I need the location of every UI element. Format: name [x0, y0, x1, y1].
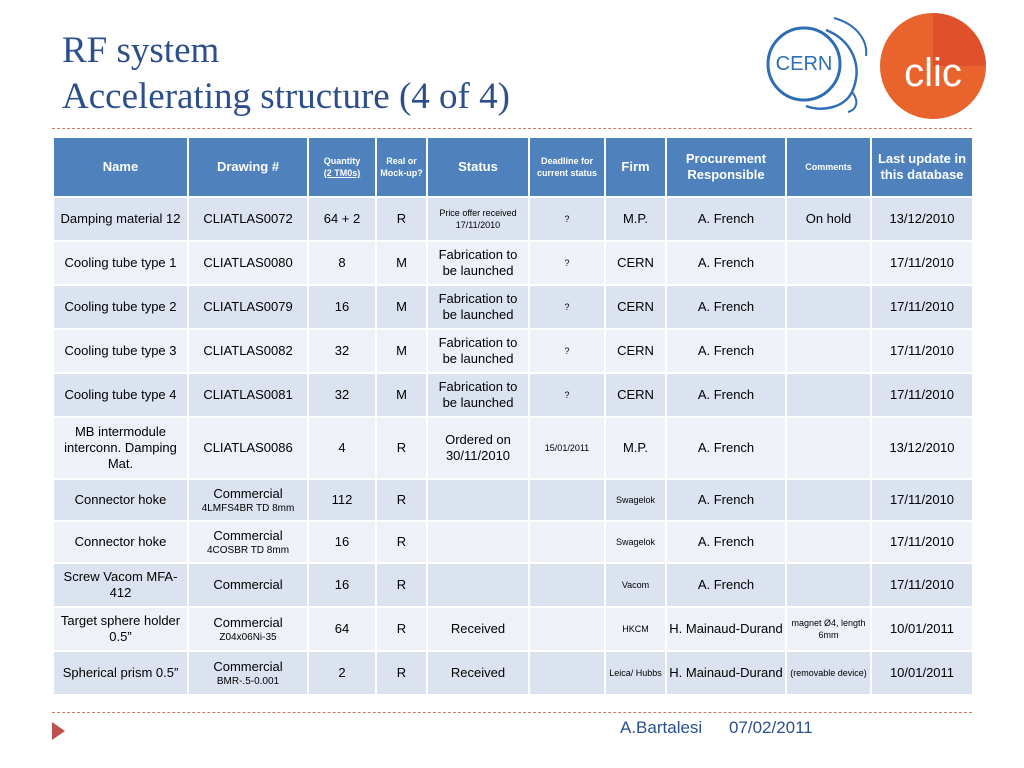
cell-real-or-mockup: R [376, 521, 427, 563]
slide-title [62, 28, 510, 120]
cell-quantity: 16 [308, 521, 376, 563]
cell-comments [786, 521, 871, 563]
cell-last-update: 10/01/2011 [871, 651, 973, 695]
cell-last-update: 17/11/2010 [871, 479, 973, 521]
header-procurement: Procurement Responsible [666, 137, 786, 197]
cell-firm: Swagelok [605, 479, 666, 521]
cell-comments: magnet Ø4, length 6mm [786, 607, 871, 651]
table-row [53, 563, 973, 607]
cell-quantity: 8 [308, 241, 376, 285]
table-row [53, 417, 973, 479]
cell-real-or-mockup: R [376, 197, 427, 241]
cell-drawing: CLIATLAS0080 [188, 241, 308, 285]
cell-firm: CERN [605, 329, 666, 373]
cell-deadline [529, 521, 605, 563]
cell-quantity: 64 + 2 [308, 197, 376, 241]
cell-drawing [188, 651, 308, 695]
header-name: Name [53, 137, 188, 197]
cell-procurement: H. Mainaud-Durand [666, 607, 786, 651]
cell-name: Connector hoke [53, 521, 188, 563]
cell-comments [786, 417, 871, 479]
table-row [53, 241, 973, 285]
cell-deadline: ? [529, 329, 605, 373]
cell-name: MB intermodule interconn. Damping Mat. [53, 417, 188, 479]
cell-drawing-main: Commercial [213, 485, 283, 501]
header-quantity [308, 137, 376, 197]
cell-procurement: A. French [666, 417, 786, 479]
cell-comments [786, 563, 871, 607]
cell-firm: Swagelok [605, 521, 666, 563]
cell-real-or-mockup: R [376, 607, 427, 651]
cern-logo-text: CERN [775, 53, 833, 75]
cell-quantity: 2 [308, 651, 376, 695]
footer-date: 07/02/2011 [728, 718, 813, 737]
title-line-2: Accelerating structure (4 of 4) [62, 76, 510, 117]
cell-deadline: ? [529, 197, 605, 241]
cell-drawing-main: Commercial [213, 658, 283, 674]
cell-procurement: A. French [666, 197, 786, 241]
cell-drawing [188, 521, 308, 563]
cell-quantity: 64 [308, 607, 376, 651]
cell-deadline [529, 563, 605, 607]
cell-last-update: 17/11/2010 [871, 285, 973, 329]
footer-author: A.Bartalesi [620, 718, 703, 737]
cell-firm: M.P. [605, 417, 666, 479]
cell-deadline: 15/01/2011 [529, 417, 605, 479]
cell-drawing: CLIATLAS0086 [188, 417, 308, 479]
header-status: Status [427, 137, 529, 197]
cell-last-update: 17/11/2010 [871, 563, 973, 607]
cell-name: Spherical prism 0.5” [53, 651, 188, 695]
cell-firm: HKCM [605, 607, 666, 651]
cell-name: Target sphere holder 0.5” [53, 607, 188, 651]
header-firm: Firm [605, 137, 666, 197]
cell-name: Cooling tube type 4 [53, 373, 188, 417]
cell-procurement: A. French [666, 479, 786, 521]
cell-comments [786, 373, 871, 417]
cell-comments [786, 329, 871, 373]
cell-real-or-mockup: R [376, 417, 427, 479]
cell-real-or-mockup: R [376, 563, 427, 607]
cell-status [427, 479, 529, 521]
table-row [53, 373, 973, 417]
cell-quantity: 112 [308, 479, 376, 521]
cell-drawing [188, 607, 308, 651]
cell-real-or-mockup: R [376, 651, 427, 695]
cell-procurement: H. Mainaud-Durand [666, 651, 786, 695]
cell-last-update: 17/11/2010 [871, 373, 973, 417]
cell-firm: Vacom [605, 563, 666, 607]
cell-firm: Leica/ Hubbs [605, 651, 666, 695]
cell-name: Connector hoke [53, 479, 188, 521]
cell-drawing: CLIATLAS0081 [188, 373, 308, 417]
cell-comments [786, 285, 871, 329]
header-deadline: Deadline for current status [529, 137, 605, 197]
cell-quantity: 32 [308, 373, 376, 417]
cell-quantity: 16 [308, 285, 376, 329]
header-drawing: Drawing # [188, 137, 308, 197]
cell-procurement: A. French [666, 241, 786, 285]
cell-quantity: 32 [308, 329, 376, 373]
cell-comments: (removable device) [786, 651, 871, 695]
cell-comments [786, 479, 871, 521]
cell-drawing-sub: 4LMFS4BR TD 8mm [201, 502, 295, 514]
clic-logo-text: clic [904, 51, 962, 95]
bottom-divider [52, 712, 972, 713]
cell-last-update: 17/11/2010 [871, 241, 973, 285]
cell-status [427, 521, 529, 563]
cell-procurement: A. French [666, 563, 786, 607]
cell-procurement: A. French [666, 373, 786, 417]
cell-status: Fabrication to be launched [427, 285, 529, 329]
cell-last-update: 17/11/2010 [871, 329, 973, 373]
footer [620, 718, 835, 738]
cell-status: Fabrication to be launched [427, 373, 529, 417]
cell-deadline [529, 479, 605, 521]
cell-firm: CERN [605, 285, 666, 329]
cell-comments [786, 241, 871, 285]
cell-name: Cooling tube type 2 [53, 285, 188, 329]
header-real-or-mockup: Real or Mock-up? [376, 137, 427, 197]
cell-real-or-mockup: M [376, 373, 427, 417]
table-row [53, 285, 973, 329]
cell-procurement: A. French [666, 329, 786, 373]
cell-firm: CERN [605, 241, 666, 285]
cell-deadline: ? [529, 373, 605, 417]
cell-deadline: ? [529, 241, 605, 285]
cell-comments: On hold [786, 197, 871, 241]
cell-status: Price offer received 17/11/2010 [427, 197, 529, 241]
cell-name: Damping material 12 [53, 197, 188, 241]
clic-logo [876, 8, 990, 120]
table-row [53, 521, 973, 563]
table-row [53, 651, 973, 695]
cell-name: Cooling tube type 3 [53, 329, 188, 373]
cell-drawing-sub: 4COSBR TD 8mm [206, 544, 290, 556]
cell-drawing: Commercial [188, 563, 308, 607]
title-line-1: RF system [62, 30, 220, 71]
cell-drawing-sub: BMR-.5-0.001 [216, 675, 280, 687]
accelerating-structure-table [52, 136, 974, 696]
cell-procurement: A. French [666, 285, 786, 329]
cell-drawing: CLIATLAS0072 [188, 197, 308, 241]
cell-name: Screw Vacom MFA-412 [53, 563, 188, 607]
cell-last-update: 17/11/2010 [871, 521, 973, 563]
cell-status: Ordered on 30/11/2010 [427, 417, 529, 479]
cell-status: Received [427, 607, 529, 651]
cell-quantity: 16 [308, 563, 376, 607]
header-last-update: Last update in this database [871, 137, 973, 197]
header-quantity-sub: (2 TM0s) [323, 168, 361, 178]
header-comments: Comments [786, 137, 871, 197]
cell-drawing-sub: Z04x06Ni-35 [219, 631, 277, 643]
cern-logo [756, 10, 870, 114]
table-row [53, 607, 973, 651]
cell-status: Fabrication to be launched [427, 241, 529, 285]
cell-procurement: A. French [666, 521, 786, 563]
cell-firm: M.P. [605, 197, 666, 241]
table-row [53, 329, 973, 373]
play-arrow-icon [52, 722, 65, 740]
table-row [53, 197, 973, 241]
cell-name: Cooling tube type 1 [53, 241, 188, 285]
cell-real-or-mockup: R [376, 479, 427, 521]
cell-status: Received [427, 651, 529, 695]
cell-real-or-mockup: M [376, 241, 427, 285]
cell-drawing-main: Commercial [213, 527, 283, 543]
cell-last-update: 10/01/2011 [871, 607, 973, 651]
top-divider [52, 128, 972, 129]
cell-status [427, 563, 529, 607]
cell-drawing-main: Commercial [213, 614, 283, 630]
cell-real-or-mockup: M [376, 285, 427, 329]
cell-real-or-mockup: M [376, 329, 427, 373]
table-header-row [53, 137, 973, 197]
cell-last-update: 13/12/2010 [871, 197, 973, 241]
cell-last-update: 13/12/2010 [871, 417, 973, 479]
cell-deadline [529, 651, 605, 695]
cell-drawing [188, 479, 308, 521]
cell-quantity: 4 [308, 417, 376, 479]
cell-drawing: CLIATLAS0082 [188, 329, 308, 373]
cell-status: Fabrication to be launched [427, 329, 529, 373]
cell-deadline: ? [529, 285, 605, 329]
table-row [53, 479, 973, 521]
cell-firm: CERN [605, 373, 666, 417]
cell-deadline [529, 607, 605, 651]
cell-drawing: CLIATLAS0079 [188, 285, 308, 329]
header-quantity-label: Quantity [323, 156, 361, 166]
